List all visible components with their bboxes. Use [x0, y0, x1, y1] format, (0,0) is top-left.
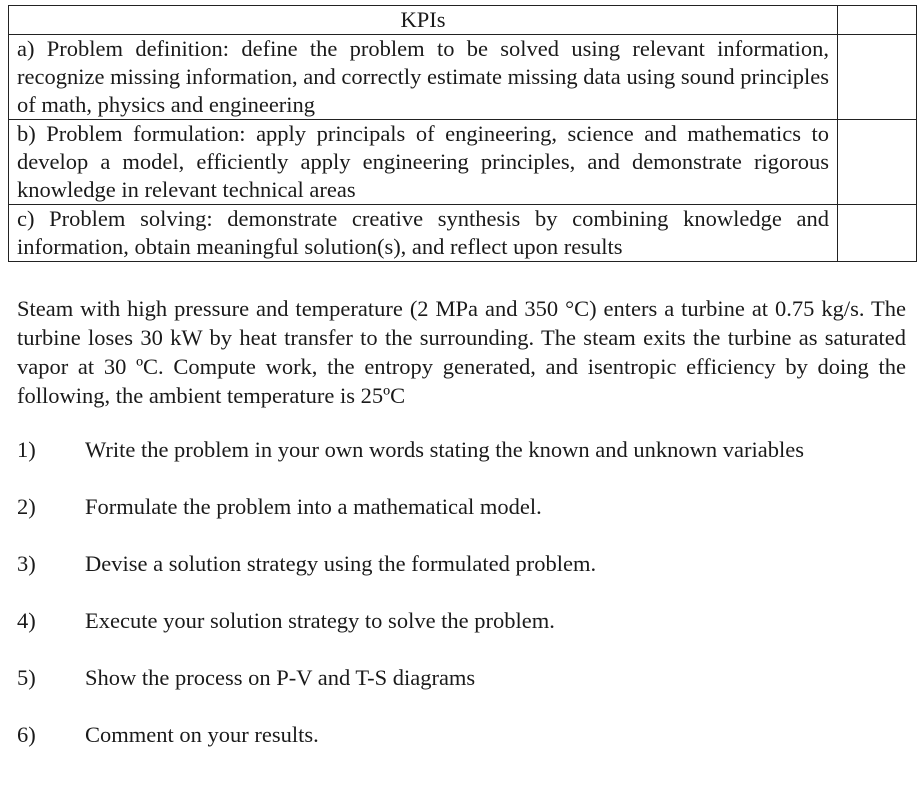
task-text: Formulate the problem into a mathematical model.: [85, 494, 542, 519]
problem-statement: Steam with high pressure and temperature (2 MPa and 350 °C) enters a turbine at 0.75 kg/s. The turbine loses 30 kW by heat transfer to the surrounding. The steam exits the turbine as saturated vapor at 30 ºC. Compute work, the entropy generated, and isentropic efficiency by doing the following, the ambient temperature is 25ºC: [17, 296, 906, 408]
kpi-score-cell: [838, 205, 917, 262]
task-item: [17, 435, 907, 492]
kpi-row-text: c) Problem solving: demonstrate creative synthesis by combining knowledge and information, obtain meaningful solution(s), and reflect upon results: [9, 205, 838, 262]
task-number: 4): [17, 608, 36, 633]
kpi-row-b: [9, 120, 917, 205]
task-text: Comment on your results.: [85, 722, 319, 747]
task-text: Show the process on P-V and T-S diagrams: [85, 665, 476, 690]
kpi-table: [8, 5, 917, 262]
task-item: [17, 663, 907, 720]
kpi-row-text: a) Problem definition: define the problem to be solved using relevant information, recognize missing information, and correctly estimate missing data using sound principles of math, physics and engineering: [9, 35, 838, 120]
kpi-row-a: [9, 35, 917, 120]
kpi-score-cell: [838, 120, 917, 205]
task-item: [17, 549, 907, 606]
task-number: 1): [17, 437, 36, 462]
task-item: [17, 492, 907, 549]
kpi-header-score-cell: [838, 6, 917, 35]
task-number: 6): [17, 722, 36, 747]
task-number: 5): [17, 665, 36, 690]
task-number: 3): [17, 551, 36, 576]
kpi-row-c: [9, 205, 917, 262]
kpi-score-cell: [838, 35, 917, 120]
kpi-row-text: b) Problem formulation: apply principals of engineering, science and mathematics to develop a model, efficiently apply engineering principles, and demonstrate rigorous knowledge in relevant technical areas: [9, 120, 838, 205]
task-item: [17, 606, 907, 663]
task-list: [17, 435, 907, 777]
task-item: [17, 720, 907, 777]
task-text: Write the problem in your own words stating the known and unknown variables: [85, 437, 804, 462]
kpi-header: KPIs: [9, 6, 838, 35]
task-number: 2): [17, 494, 36, 519]
task-text: Execute your solution strategy to solve the problem.: [85, 608, 555, 633]
kpi-header-row: [9, 6, 917, 35]
task-text: Devise a solution strategy using the formulated problem.: [85, 551, 597, 576]
